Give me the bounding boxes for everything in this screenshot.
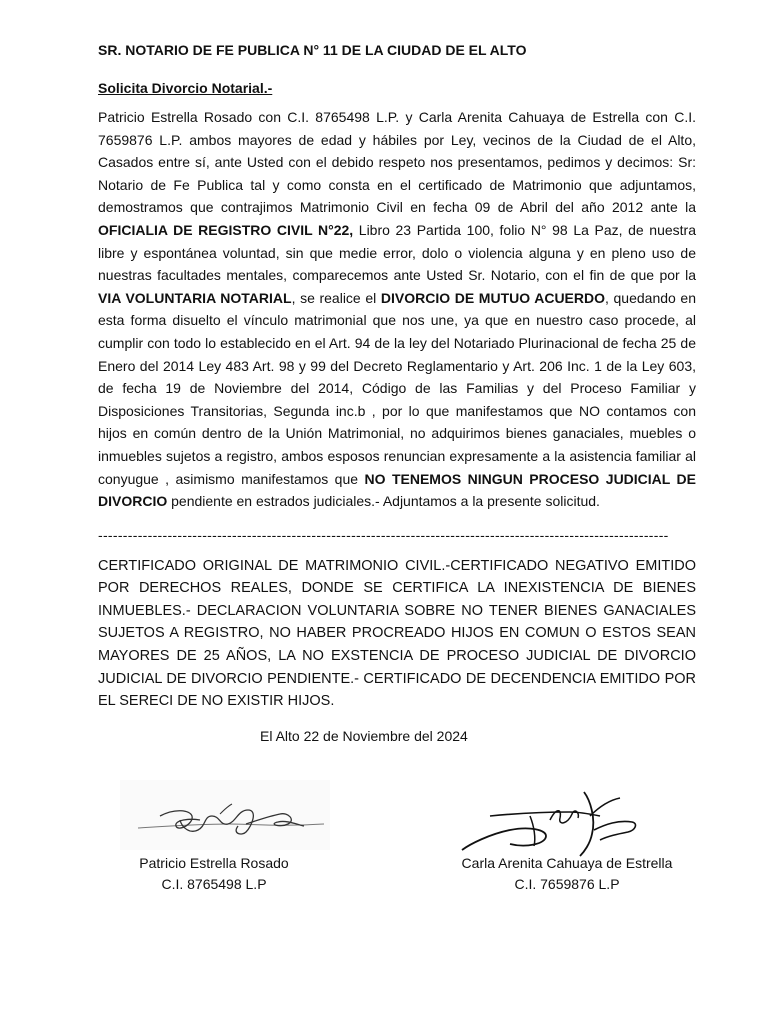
body-bold-1: OFICIALIA DE REGISTRO CIVIL N°22,: [98, 221, 354, 238]
body-text-5: pendiente en estrados judiciales.- Adjuntamos a la presente solicitud.: [167, 493, 600, 510]
signatures-section: [0, 774, 768, 904]
signatory-left-ci: C.I. 8765498 L.P: [161, 876, 267, 892]
document-subject: Solicita Divorcio Notarial.-: [98, 80, 273, 96]
body-text-4: , quedando en esta forma disuelto el vínculo matrimonial que nos une, ya que en nuestro caso procede, al cumplir con todo lo establecido en el Art. 94 de la ley del Notariado Plurinacional de fecha 25 de Enero del 2014 Ley 483 Art. 98 y 99 del Decreto Reglamentario y Art. 206 Inc. 1 de la Ley 603, de fecha 19 de Noviembre del 2014, Código de las Familias y del Proceso Familiar y Disposiciones Transitorias, Segunda inc.b , por lo que manifestamos que NO contamos con hijos en común dentro de la Unión Matrimonial, no adquirimos bienes ganaciales, muebles o inmuebles sujetos a registro, ambos esposos renuncian expresamente a la asistencia familiar al conyugue , asimismo manifestamos que: [98, 289, 696, 487]
signatory-right: [440, 853, 694, 895]
body-bold-4: NO TENEMOS NINGUN PROCESO JUDICIAL DE DIVORCIO: [98, 470, 696, 510]
date-line: El Alto 22 de Noviembre del 2024: [260, 727, 468, 744]
petition-body: [98, 106, 696, 513]
body-text-3: , se realice el: [291, 289, 381, 306]
separator-line: -------------------------------------------------------------------------------------------------------------------: [98, 526, 669, 543]
signatory-right-ci: C.I. 7659876 L.P: [514, 876, 620, 892]
annex-list: CERTIFICADO ORIGINAL DE MATRIMONIO CIVIL.-CERTIFICADO NEGATIVO EMITIDO POR DERECHOS REALES, DONDE SE CERTIFICA LA INEXISTENCIA DE BIENES INMUEBLES.- DECLARACION VOLUNTARIA SOBRE NO TENER BIENES GANACIALES SUJETOS A REGISTRO, NO HABER PROCREADO HIJOS EN COMUN O ESTOS SEAN MAYORES DE 25 AÑOS, LA NO EXSTENCIA DE PROCESO JUDICIAL DE DIVORCIO JUDICIAL DE DIVORCIO PENDIENTE.- CERTIFICADO DE DECENDENCIA EMITIDO POR EL SERECI DE NO EXISTIR HIJOS.: [98, 557, 696, 710]
body-bold-3: DIVORCIO DE MUTUO ACUERDO: [380, 289, 605, 306]
body-text-1: Patricio Estrella Rosado con C.I. 8765498 L.P. y Carla Arenita Cahuaya de Estrella con C.I. 7659876 L.P. ambos mayores de edad y hábiles por Ley, vecinos de la Ciudad de el Alto, Casados entre sí, ante Usted con el debido respeto nos presentamos, pedimos y decimos: Sr: Notario de Fe Publica tal y como consta en el certificado de Matrimonio que adjuntamos, demostramos que contrajimos Matrimonio Civil en fecha 09 de Abril del año 2012 ante la: [98, 109, 696, 216]
signature-right: [450, 786, 650, 858]
signatory-right-name: Carla Arenita Cahuaya de Estrella: [461, 855, 673, 871]
signatory-left: [110, 853, 318, 895]
signature-left: [120, 780, 330, 850]
body-bold-2: VIA VOLUNTARIA NOTARIAL: [98, 289, 292, 306]
document-page: [98, 40, 696, 746]
body-text-2: Libro 23 Partida 100, folio N° 98 La Paz, de nuestra libre y espontánea voluntad, sin que medie error, dolo o violencia alguna y en pleno uso de nuestras facultades mentales, comparecemos ante Usted Sr. Notario, con el fin de que por la: [98, 221, 696, 284]
signatory-left-name: Patricio Estrella Rosado: [139, 855, 289, 871]
document-heading: SR. NOTARIO DE FE PUBLICA N° 11 DE LA CIUDAD DE EL ALTO: [98, 42, 527, 58]
